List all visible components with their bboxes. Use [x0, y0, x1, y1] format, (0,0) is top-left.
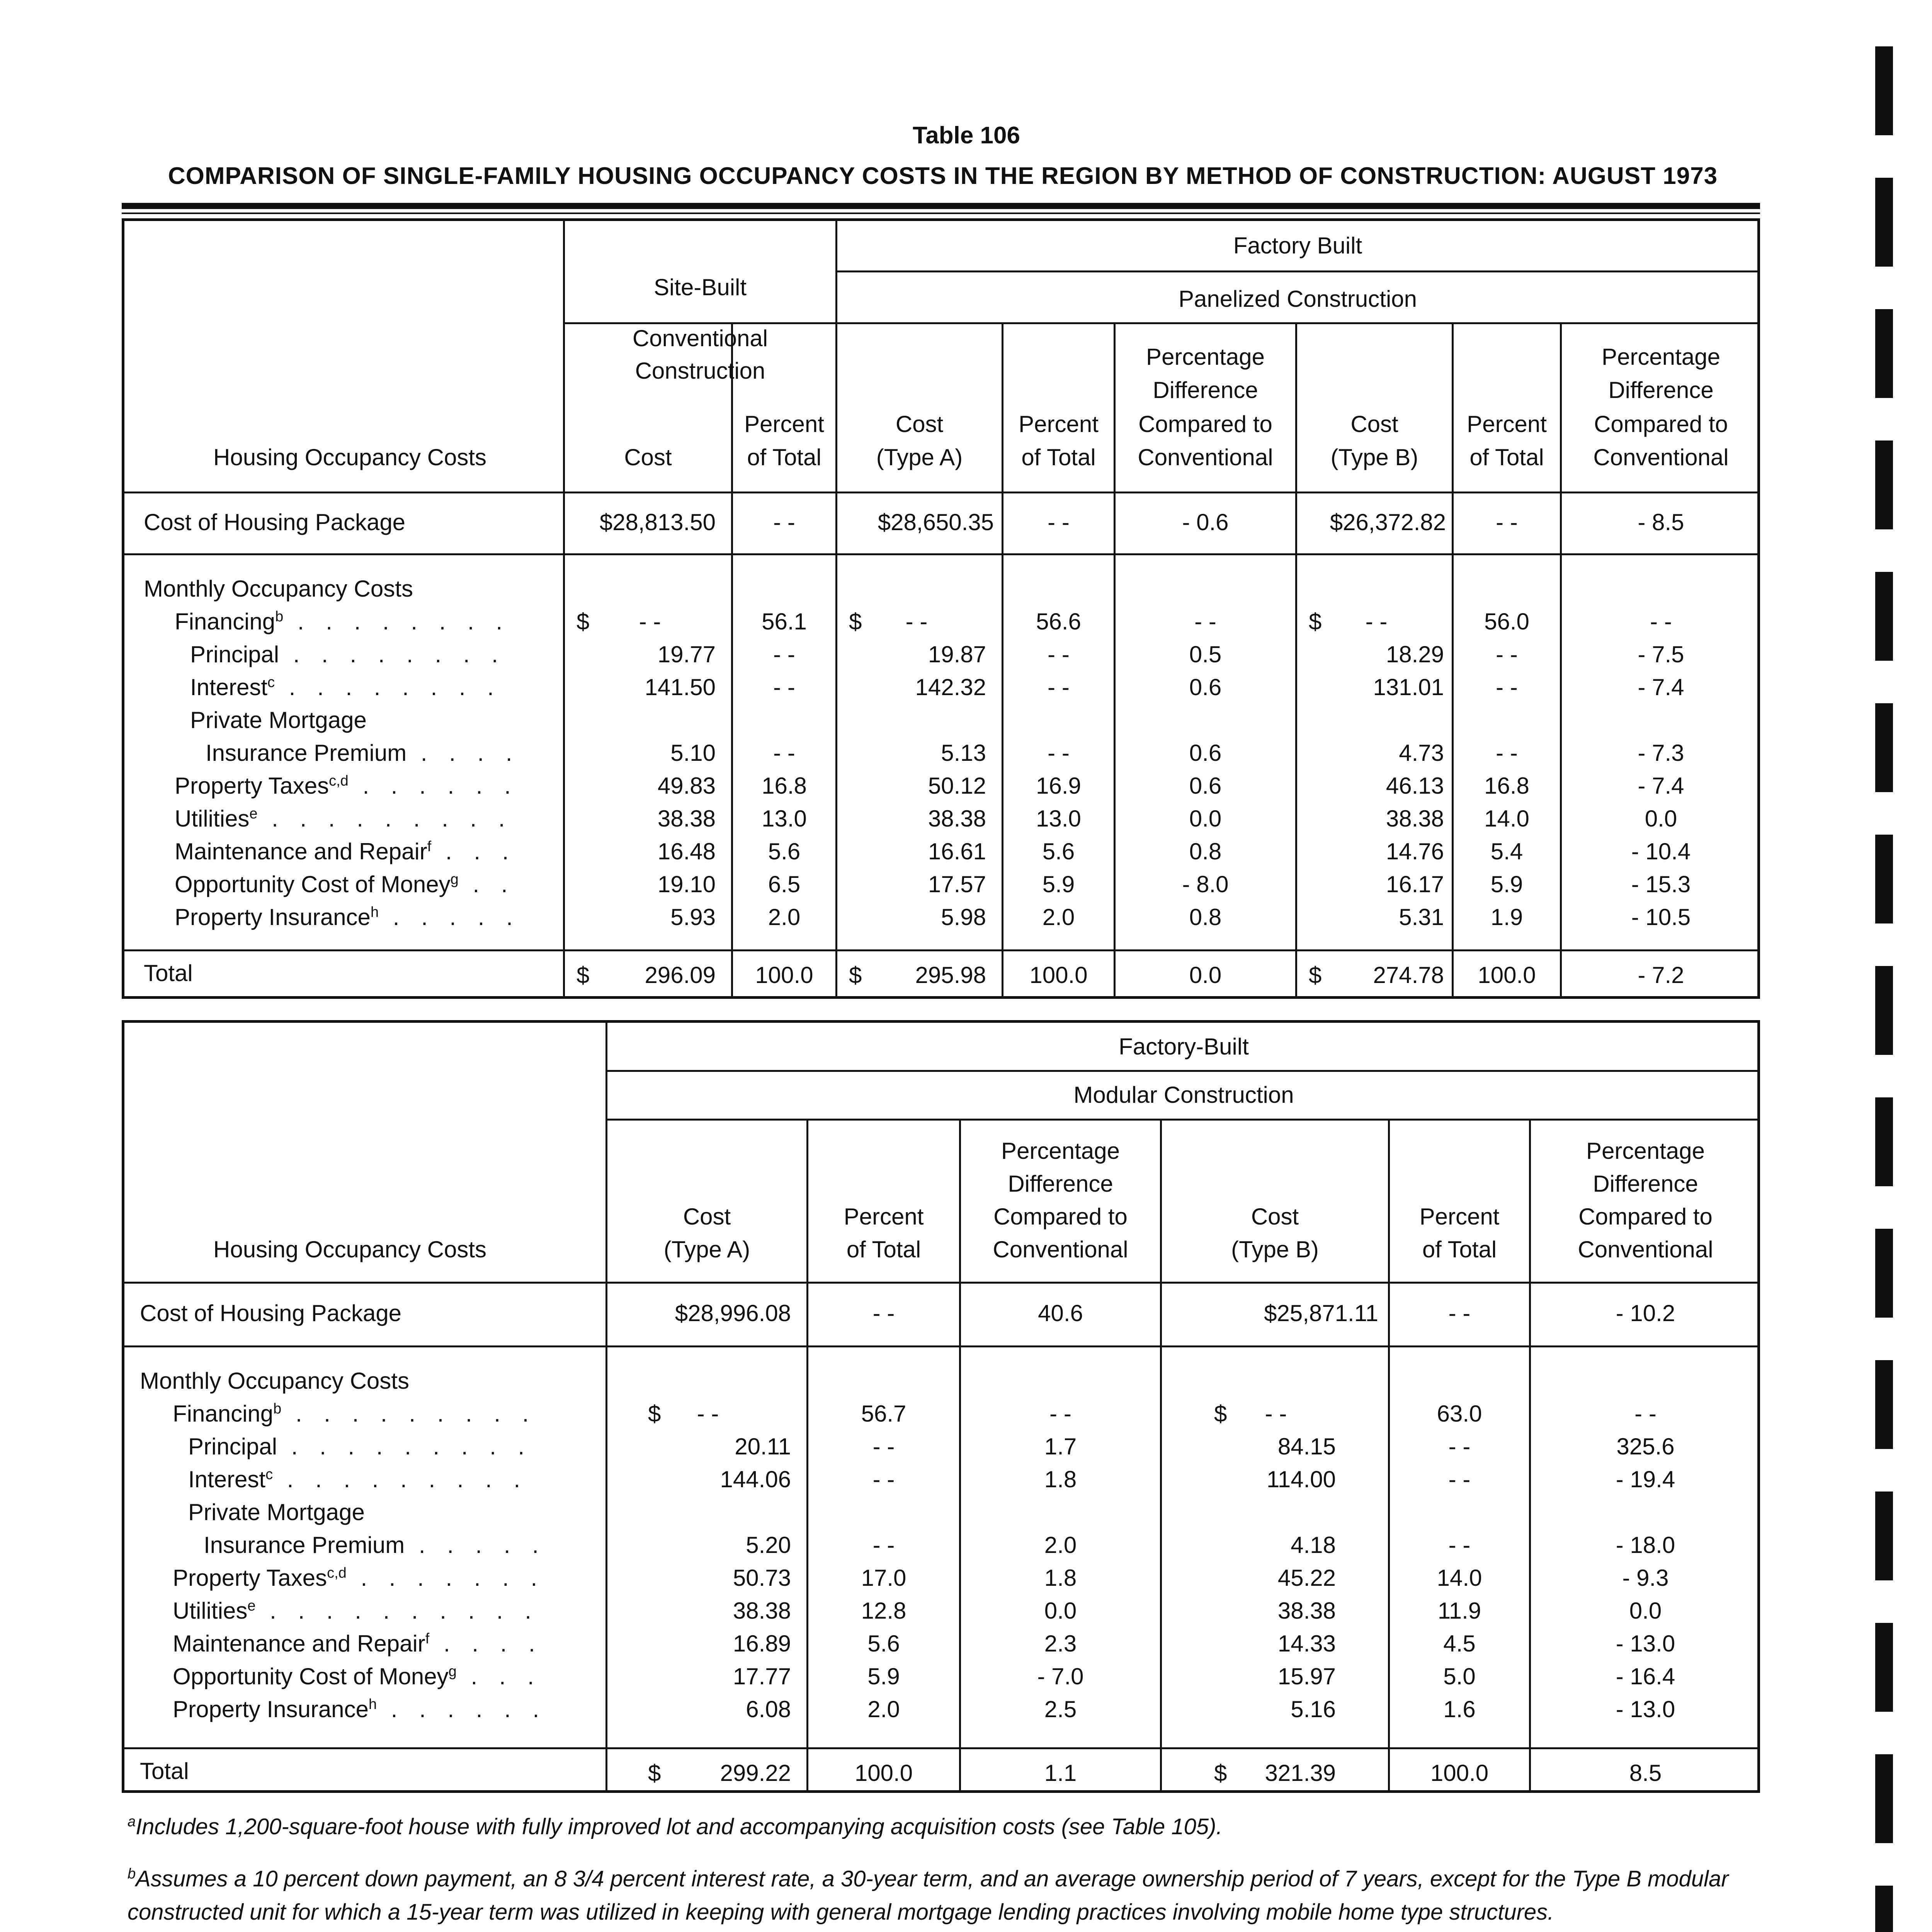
t2-col-pctdiff-b-4: Conventional [1578, 1236, 1713, 1262]
col-type-b-header: (Type B) [1330, 444, 1418, 470]
t2-col-of-total-b: of Total [1422, 1236, 1497, 1262]
dollar-sign: $ [849, 609, 862, 634]
t2-row-label-insurance-premium: Insurance Premium . . . . . [204, 1532, 546, 1558]
col-pctdiff-b-1: Percentage [1602, 344, 1720, 370]
row-label-principal: Principal . . . . . . . . [190, 641, 506, 667]
col-of-total-header: of Total [747, 444, 821, 470]
t2-col-pctdiff-a-3: Compared to [993, 1204, 1128, 1230]
row-label-package: Cost of Housing Package [144, 509, 406, 535]
t2-col-pctdiff-b-3: Compared to [1578, 1204, 1713, 1230]
col-pctdiff-b-2: Difference [1608, 377, 1714, 403]
housing-occupancy-costs-header: Housing Occupancy Costs [213, 444, 486, 470]
housing-occupancy-costs-header-2: Housing Occupancy Costs [213, 1236, 486, 1262]
row-label-property-taxes: Property Taxes$^{c,d}$ . . . . . . [175, 773, 519, 799]
col-of-total-b-header: of Total [1469, 444, 1544, 470]
site-built-header: Site-Built [653, 274, 747, 300]
dollar-sign: $ [648, 1401, 661, 1427]
t2-col-pctdiff-a-2: Difference [1008, 1171, 1113, 1197]
margin-bar [1875, 440, 1893, 529]
table-panelized: Factory Built Site-Built Panelized Construction Conventional Construction Housing Occupancy Costs Cost Percent of Total Cost (Type A) Percent of Total Percentage Difference Compared to Conventional Cost (Type B) Percent of Total Percentage Difference Compared to Conventional Cost of Housing Package $28,813.50 - - $28,650.35 - - - 0.6 $26,372.82 - - - 8.5 Monthly Occupancy Costs Financing$^b$ . . . . . . . . Principal . . . . . . . . Interest$^c$ . . . . . . . . Private Mortgage Insurance Premium . . . . Property Taxes$^{c,d}$ . . . . . . Utilities$^e$ . . . . . . . . . Maintenance and Repair$^f$ . . . Opportunity Cost of Money$^g$ . . Property Insurance$^h$ . . . . . Total $ - - 56.1 $ - - 56.6 - - $ - - 56.0 - - 19.77 - - 19.87 - - 0.5 18.29 - - - 7.5 141.50 - - 142.32 - - 0.6 131.01 - - - 7.4 5.10 - - 5.13 - - 0.6 4.73 - - - 7.3 49.83 16.8 50.12 16.9 0.6 46.13 16.8 - 7.4 38.38 13.0 38.38 13.0 0.0 38.38 14.0 0.0 16.48 5.6 16.61 5.6 0.8 14.76 5.4 - 10.4 19.10 6.5 17.57 5.9 - 8.0 16.17 5.9 - 15.3 5.93 2.0 5.98 2.0 0.8 5.31 1.9 - 10.5 $ 296.09 100.0 $ 295.98 100.0 0.0 $ 274.78 100.0 - 7.2 [122, 218, 1760, 999]
title-rule-thick [122, 203, 1760, 209]
margin-bar [1875, 1754, 1893, 1843]
col-pctdiff-b-4: Conventional [1593, 444, 1729, 470]
dollar-sign: $ [1214, 1760, 1227, 1786]
row-label-total: Total [144, 960, 193, 986]
table-modular: Factory-Built Modular Construction Housing Occupancy Costs Cost (Type A) Percent of Total Percentage Difference Compared to Conventional Cost (Type B) Percent of Total Percentage Difference Compared to Conventional Cost of Housing Package Monthly Occupancy Costs Financing$^b$ . . . . . . . . . Principal . . . . . . . . . Interest$^c$ . . . . . . . . . Private Mortgage Insurance Premium . . . . . Property Taxes$^{c,d}$ . . . . . . . Utilities$^e$ . . . . . . . . . . Maintenance and Repair$^f$ . . . . Opportunity Cost of Money$^g$ . . . Property Insurance$^h$ . . . . . . Total $28,996.08 - - 40.6 $25,871.11 - - - 10.2 $ - - 56.7 - - $ - - 63.0 - - 20.11 - - 1.7 84.15 - - 325.6 144.06 - - 1.8 114.00 - - - 19.4 5.20 - - 2.0 4.18 - - - 18.0 50.73 17.0 1.8 45.22 14.0 - 9.3 38.38 12.8 0.0 38.38 11.9 0.0 16.89 5.6 2.3 14.33 4.5 - 13.0 17.77 5.9 - 7.0 15.97 5.0 - 16.4 6.08 2.0 2.5 5.16 1.6 - 13.0 $ 299.22 100.0 1.1 $ 321.39 100.0 8.5 [122, 1020, 1760, 1793]
t2-row-label-monthly: Monthly Occupancy Costs [140, 1368, 409, 1394]
t2-col-percent-b: Percent [1419, 1204, 1500, 1230]
panelized-header: Panelized Construction [1178, 286, 1417, 312]
row-label-financing: Financing$^b$ . . . . . . . . [175, 609, 510, 634]
col-cost-a-header: Cost [895, 411, 944, 437]
col-cost-header: Cost [624, 444, 672, 470]
t2-col-cost-b: Cost [1251, 1204, 1299, 1230]
row-label-insurance-premium: Insurance Premium . . . . [206, 740, 520, 766]
margin-bar [1875, 1492, 1893, 1580]
factory-built-header: Factory Built [1233, 233, 1362, 259]
conventional-header-2: Construction [635, 358, 765, 384]
t2-row-label-property-insurance: Property Insurance$^h$ . . . . . . [173, 1696, 547, 1722]
t2-col-pctdiff-a-4: Conventional [993, 1236, 1128, 1262]
row-label-interest: Interest$^c$ . . . . . . . . [190, 674, 502, 700]
dollar-sign: $ [577, 962, 590, 988]
col-percent-header: Percent [744, 411, 824, 437]
t2-col-type-a: (Type A) [663, 1236, 750, 1262]
col-of-total-a-header: of Total [1021, 444, 1096, 470]
dollar-sign: $ [849, 962, 862, 988]
t2-col-of-total-a: of Total [846, 1236, 921, 1262]
row-label-opportunity-cost: Opportunity Cost of Money$^g$ . . [175, 871, 515, 897]
margin-bar [1875, 1623, 1893, 1712]
row-label-monthly: Monthly Occupancy Costs [144, 576, 413, 602]
factory-built-header-2: Factory-Built [1119, 1034, 1249, 1060]
t2-col-pctdiff-b-1: Percentage [1586, 1138, 1705, 1164]
conventional-header-1: Conventional [632, 325, 768, 351]
dollar-sign: $ [1309, 609, 1322, 634]
title-rule-thin [122, 213, 1760, 214]
t2-row-label-maintenance: Maintenance and Repair$^f$ . . . . [173, 1631, 543, 1656]
col-cost-b-header: Cost [1350, 411, 1398, 437]
dollar-sign: $ [577, 609, 590, 634]
t2-col-pctdiff-a-1: Percentage [1001, 1138, 1120, 1164]
t2-col-type-b: (Type B) [1231, 1236, 1319, 1262]
t2-row-label-package: Cost of Housing Package [140, 1300, 402, 1326]
col-pctdiff-a-3: Compared to [1138, 411, 1272, 437]
t2-row-label-financing: Financing$^b$ . . . . . . . . . [173, 1401, 537, 1427]
t2-col-pctdiff-b-2: Difference [1593, 1171, 1698, 1197]
margin-bar [1875, 966, 1893, 1055]
dollar-sign: $ [1309, 962, 1322, 988]
margin-bar [1875, 572, 1893, 661]
col-pctdiff-a-2: Difference [1153, 377, 1258, 403]
t2-row-label-utilities: Utilities$^e$ . . . . . . . . . . [173, 1598, 539, 1624]
col-pctdiff-a-4: Conventional [1138, 444, 1273, 470]
margin-bar [1875, 309, 1893, 398]
col-percent-a-header: Percent [1019, 411, 1099, 437]
col-type-a-header: (Type A) [876, 444, 963, 470]
row-label-utilities: Utilities$^e$ . . . . . . . . . [175, 806, 513, 832]
t2-row-label-interest: Interest$^c$ . . . . . . . . . [188, 1466, 528, 1492]
margin-bar [1875, 178, 1893, 267]
dollar-sign: $ [648, 1760, 661, 1786]
margin-bar [1875, 835, 1893, 923]
t2-row-label-opportunity-cost: Opportunity Cost of Money$^g$ . . . [173, 1663, 542, 1689]
t2-col-cost-a: Cost [683, 1204, 731, 1230]
modular-header: Modular Construction [1073, 1082, 1294, 1108]
t2-row-label-property-taxes: Property Taxes$^{c,d}$ . . . . . . . [173, 1565, 545, 1591]
col-percent-b-header: Percent [1467, 411, 1547, 437]
row-label-maintenance: Maintenance and Repair$^f$ . . . [175, 838, 517, 864]
row-label-private-mortgage: Private Mortgage [190, 707, 367, 733]
t2-col-percent-a: Percent [844, 1204, 924, 1230]
margin-bar [1875, 1097, 1893, 1186]
t2-row-label-total: Total [140, 1758, 189, 1784]
col-pctdiff-b-3: Compared to [1594, 411, 1728, 437]
table-number: Table 106 [912, 122, 1020, 149]
table-title: COMPARISON OF SINGLE-FAMILY HOUSING OCCUPANCY COSTS IN THE REGION BY METHOD OF CONSTRUCTION: AUGUST 1973 [168, 163, 1718, 189]
margin-bar [1875, 1886, 1893, 1932]
dollar-sign: $ [1214, 1401, 1227, 1427]
t2-row-label-private-mortgage: Private Mortgage [188, 1499, 365, 1525]
margin-bar [1875, 46, 1893, 135]
margin-bar [1875, 1360, 1893, 1449]
margin-bar [1875, 1229, 1893, 1318]
footnote-b: $^b$Assumes a 10 percent down payment, an 8 3/4 percent interest rate, a 30-year term, and an average ownership period of 7 years, except for the Type B modular constructed unit for which a 15-year term was utilized in keeping with general mortgage lending practices involving mobile home type structures. [128, 1866, 1729, 1925]
col-pctdiff-a-1: Percentage [1146, 344, 1265, 370]
t2-row-label-principal: Principal . . . . . . . . . [188, 1434, 532, 1459]
footnote-a: $^a$Includes 1,200-square-foot house with fully improved lot and accompanying acquisition costs (see Table 105). [128, 1813, 1223, 1839]
row-label-property-insurance: Property Insurance$^h$ . . . . . [175, 904, 520, 930]
margin-bar [1875, 703, 1893, 792]
